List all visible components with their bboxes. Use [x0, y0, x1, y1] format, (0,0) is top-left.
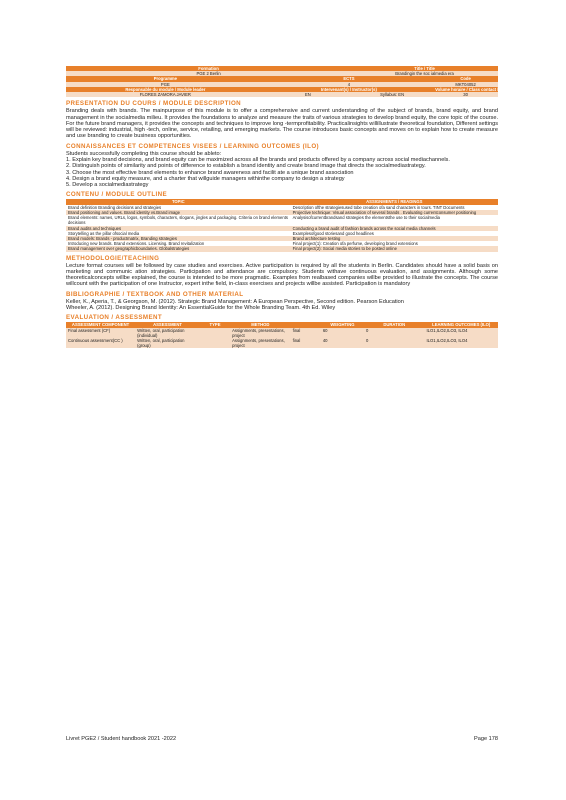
formation-value: PGE 2 Berlin — [66, 71, 351, 76]
outline-topic: Introducing new brands. Brand extensions. Licensing. Brand revitalization — [68, 241, 205, 247]
methodology-heading: METHODOLOGIE/TEACHING — [66, 254, 160, 262]
eval-cell: 0 — [364, 328, 424, 338]
eval-cell: Written, oral, participation (group) — [135, 338, 200, 348]
table-row — [66, 328, 498, 338]
eval-cell: Final assessment (CF) — [66, 328, 135, 338]
instructor-language: EN — [265, 92, 351, 97]
outline-table — [66, 199, 498, 251]
bibliography-item: Keller, K., Aperia, T., & Georgson, M. (2012). Strategic Brand Management: A European Perspective, Second edition. Pearson Education — [66, 298, 404, 305]
table-row — [66, 246, 498, 251]
eval-component-header: ASSESSMENT COMPONENT — [66, 322, 135, 327]
eval-weighting-header: WEIGHTING — [321, 322, 364, 327]
outcomes-intro: Students successfully completing this course should be ableto: — [66, 150, 222, 157]
table-row — [66, 215, 498, 225]
outcome-item: 3. Choose the most effective brand elements to enhance brand awareness and facilit ate a unique brand association — [66, 169, 354, 176]
ects-value: 4 — [265, 82, 433, 87]
code-header: Code — [433, 76, 498, 81]
eval-cell: ILO1,ILO2,ILO3, ILO4 — [425, 338, 499, 348]
eval-cell: 40 — [321, 338, 364, 348]
footer-handbook: Livret PGE2 / Student handbook 2021 -2022 — [66, 736, 177, 742]
eval-cell: Continuous assessment(CC ) — [66, 338, 135, 348]
outline-assignment: Final project(1): Creation ofa perfume, developing brand extensions — [292, 241, 418, 247]
eval-cell — [200, 328, 230, 338]
bibliography-item: Wheeler, A. (2012). Designing Brand Identity: An EssentialGuide for the Whole Branding Team. 4th Ed. Wiley — [66, 305, 336, 311]
outline-topic: Brand audits and techniques — [66, 226, 291, 231]
eval-cell: Assignments, presentations, project — [230, 338, 290, 348]
methodology-text: Lecture format courses will be followed by case studies and exercises. Active participation is required by all the students in Berlin. Candidates should have a solid basis on marketing and communic ation strategies. Participation and attendance are compulsory. Students withave continuous evaluation, and assignments. Although some theoreticalconcepts willbe explained, the course is intended to be more pragmatic. Examples from realbased companies willbe provided to illustrate the concepts. The course willcount with the participation of one Instructor, expert inthe field, in-class exercises and projects willbe assisted. Participation is mandatory — [66, 262, 498, 288]
eval-cell: final — [291, 338, 321, 348]
presentation-text: Branding deals with brands. The mainpurpose of this module is to offer a comprehensive and current understanding of the subject of brands, brand equity, and brand management in the socialmedia milieu. It provides the foundations to analyze and measure the traits of various strategies to develop brand equity, the core topic of the course. For the future brand managers, it provides the concepts and techniques to improve long -termprofitability. Practicalinsights willillustrate theoretical foundation, Different settings will be reviewed: industrial, high -tech, online, service, retailing, and emerging markets. The course introduces basic concepts and moves on to explain how to create measure and use branding to create business opportunities. — [66, 108, 498, 140]
outline-topic: Brand positioning and values. Brand identity vs.Brand image — [66, 210, 291, 215]
programme-header: Programme — [66, 76, 265, 81]
module-leader-value: FLORES ZAMORA JAVIER — [66, 92, 265, 97]
outline-assignment: Projective technique: Visual association of several brands . Evaluating currentconsumer positioning — [291, 210, 498, 215]
outline-heading: CONTENU / MODULE OUTLINE — [66, 191, 168, 199]
course-info-table — [66, 66, 509, 98]
outline-assignment: Examplesofgood storiesand good headlines — [292, 230, 374, 236]
module-leader-header: Responsable du module / Module leader — [66, 87, 265, 92]
outcome-item: 2. Distinguish points of similarity and points of difference to establish a brand identity and create brand image that directs the socialmediastrategy. — [66, 163, 426, 170]
outline-assignment: Brand architecture testing — [291, 236, 498, 241]
eval-cell: 0 — [364, 338, 424, 348]
outline-topic: Brand management over geographicboundaries. Globalstrategies — [66, 246, 291, 251]
ects-header: ECTS — [265, 76, 433, 81]
title-value: Brandingin the soc ialmedia era — [351, 71, 498, 76]
outcomes-heading: CONNAISSANCES ET COMPETENCES VISEES / LEARNING OUTCOMES (ILO) — [66, 142, 320, 150]
eval-cell: 60 — [321, 328, 364, 338]
outline-assignment: Description ofthe strategiesused tobe creation ofa sand characters in tours. TINT Documents — [292, 204, 465, 210]
outcome-item: 5. Develop a socialmediastrategy — [66, 182, 149, 189]
formation-header: Formation — [66, 66, 351, 71]
eval-method-header: METHOD — [230, 322, 290, 327]
outline-assignment: Analysisofcurrentbrandsand strategies the elementsthe use to their socialmedia — [292, 215, 440, 221]
eval-cell: Assignments, presentations, project — [230, 328, 290, 338]
outcome-item: 1. Explain key brand decisions, and brand equity can be maximized across all the brands and products offered by a company across social mediachannels. — [66, 157, 450, 163]
eval-cell: ILO1,ILO2,ILO3, ILO4 — [425, 328, 499, 338]
eval-cell: final — [291, 328, 321, 338]
outline-topic: Brand models: Brands - productmatrix, Branding strategies — [66, 236, 291, 241]
title-header: Title / Title — [351, 66, 498, 71]
instructor-header: Intervenant(s) / Instructor(s) — [265, 87, 433, 92]
page-number: Page 178 — [474, 736, 498, 742]
page-footer — [66, 736, 498, 742]
outline-assign-header: ASSIGNMENTS / READINGS — [291, 199, 498, 204]
presentation-heading: PRESENTATION DU COURS / MODULE DESCRIPTION — [66, 100, 242, 108]
eval-cell: Written, oral, participation (individual) — [135, 328, 200, 338]
eval-assessment-header: ASSESSMENT — [135, 322, 200, 327]
outline-topic: Storytelling as the pillar ofsocial media — [68, 230, 140, 236]
eval-cell — [200, 338, 230, 348]
syllabus-language: Syllabus: EN — [351, 92, 433, 97]
syllabus-page — [66, 66, 509, 349]
outline-topic: Brand elements: names, URLs, logos, symbols, characters, slogans, jingles and packaging. Criteria on brand elements decisions — [68, 215, 288, 226]
contact-hours-value: 30 — [433, 92, 498, 97]
eval-duration-header: DURATION — [364, 322, 424, 327]
evaluation-table — [66, 322, 498, 348]
eval-ilo-header: LEARNING OUTCOMES (ILO) — [425, 322, 499, 327]
outline-assignment: Conducting a brand audit of fashion brands across the social media channels — [291, 226, 498, 231]
programme-value: PGE — [66, 82, 265, 87]
contact-hours-header: Volume horaire / Class contact hours — [435, 86, 509, 92]
outline-topic-header: TOPIC — [66, 199, 291, 204]
outcome-item: 4. Design a brand equity measure, and a charter that willguide managers withinthe company to design a strategy — [66, 175, 345, 182]
outline-assignment: Final project(2): Social media stories to be posted online — [291, 246, 498, 251]
evaluation-heading: EVALUATION / ASSESSMENT — [66, 314, 163, 322]
outline-topic: Brand definition Branding decisions and strategies — [68, 204, 162, 210]
bibliography-heading: BIBLIOGRAPHIE / TEXTBOOK AND OTHER MATERIAL — [66, 290, 244, 298]
table-row — [66, 338, 498, 348]
eval-type-header: TYPE — [200, 322, 230, 327]
code-value: MKT04052 — [433, 82, 498, 87]
